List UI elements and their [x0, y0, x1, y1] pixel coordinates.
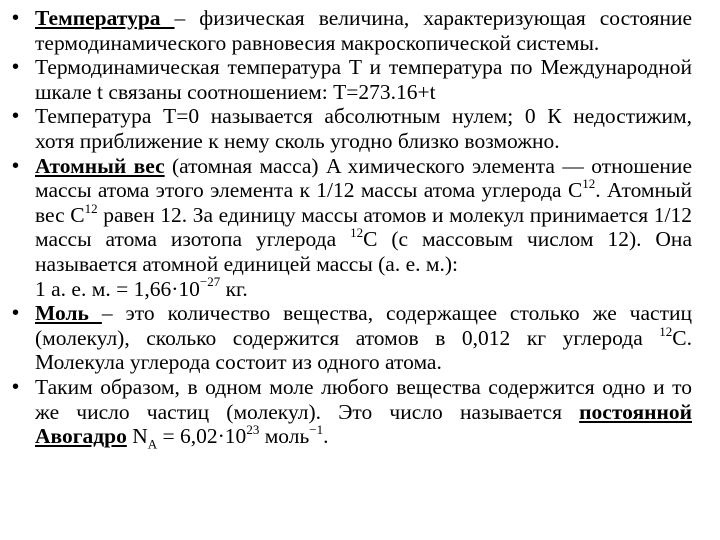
paragraph-text: кг. — [220, 276, 248, 301]
bullet-icon: • — [12, 105, 20, 128]
definition-text: – физическая величина, характеризующая состояние термодинамического равновесия макроскопической системы. — [35, 6, 693, 55]
bullet-list — [10, 6, 693, 452]
superscript: 12 — [350, 225, 364, 241]
term-temperature: Температура — [35, 6, 175, 30]
superscript: −27 — [199, 274, 221, 290]
superscript: 12 — [84, 200, 98, 216]
paragraph-text: Таким образом, в одном моле любого вещества содержится одно и то же число частиц (молекул). Это число называется — [35, 374, 692, 424]
paragraph-text: Температура T=0 называется абсолютным нулем; 0 К недостижим, хотя приближение к нему сколь угодно близко возможно. — [35, 104, 692, 153]
term-mole: Моль — [35, 301, 102, 326]
bullet-item-thermodynamic-temperature — [10, 55, 692, 104]
bullet-item-mole — [10, 301, 692, 375]
paragraph-text: (атомная масса) A химического элемента — отношение массы атома этого элемента к 1/12 массы атома углерода C — [35, 153, 692, 203]
paragraph-text: равен 12. За единицу массы атомов и молекул принимается 1/12 массы атома изотопа углерода — [35, 202, 692, 252]
term-avogadro: постоянной Авогадро — [35, 399, 692, 449]
paragraph-text: – это количество вещества, содержащее столько же частиц (молекул), сколько содержится атомов в 0,012 кг углерода — [35, 301, 692, 350]
paragraph-text: моль — [259, 424, 310, 449]
paragraph-text: . Атомный вес C — [35, 178, 692, 227]
bullet-item-atomic-weight — [10, 154, 692, 302]
paragraph-text: C (с массовым числом 12). Она называется атомной единицей массы (а. е. м.): — [35, 227, 692, 276]
superscript: 12 — [659, 323, 673, 339]
term-atomic-weight: Атомный вес — [35, 153, 165, 178]
bullet-item-avogadro — [10, 374, 692, 452]
bullet-icon: • — [12, 56, 20, 79]
paragraph-text: N — [126, 424, 148, 449]
paragraph-text: . — [323, 424, 329, 449]
bullet-item-absolute-zero — [10, 104, 692, 153]
paragraph-text: Термодинамическая температура T и температура по Международной шкале t связаны соотношением: T=273.16+t — [35, 55, 692, 104]
bullet-icon: • — [12, 302, 20, 325]
superscript: −1 — [309, 421, 324, 437]
bullet-icon: • — [12, 375, 20, 398]
paragraph-text: C. Молекула углерода состоит из одного атома. — [35, 325, 692, 375]
bullet-icon: • — [12, 7, 20, 29]
bullet-item-temperature — [10, 6, 692, 55]
superscript: 12 — [582, 176, 596, 191]
superscript: 23 — [246, 421, 260, 437]
formula-text: 1 а. е. м. = 1,66·10 — [35, 276, 200, 301]
subscript: A — [147, 436, 158, 452]
paragraph-text: = 6,02·10 — [157, 424, 247, 449]
bullet-icon: • — [12, 154, 20, 177]
